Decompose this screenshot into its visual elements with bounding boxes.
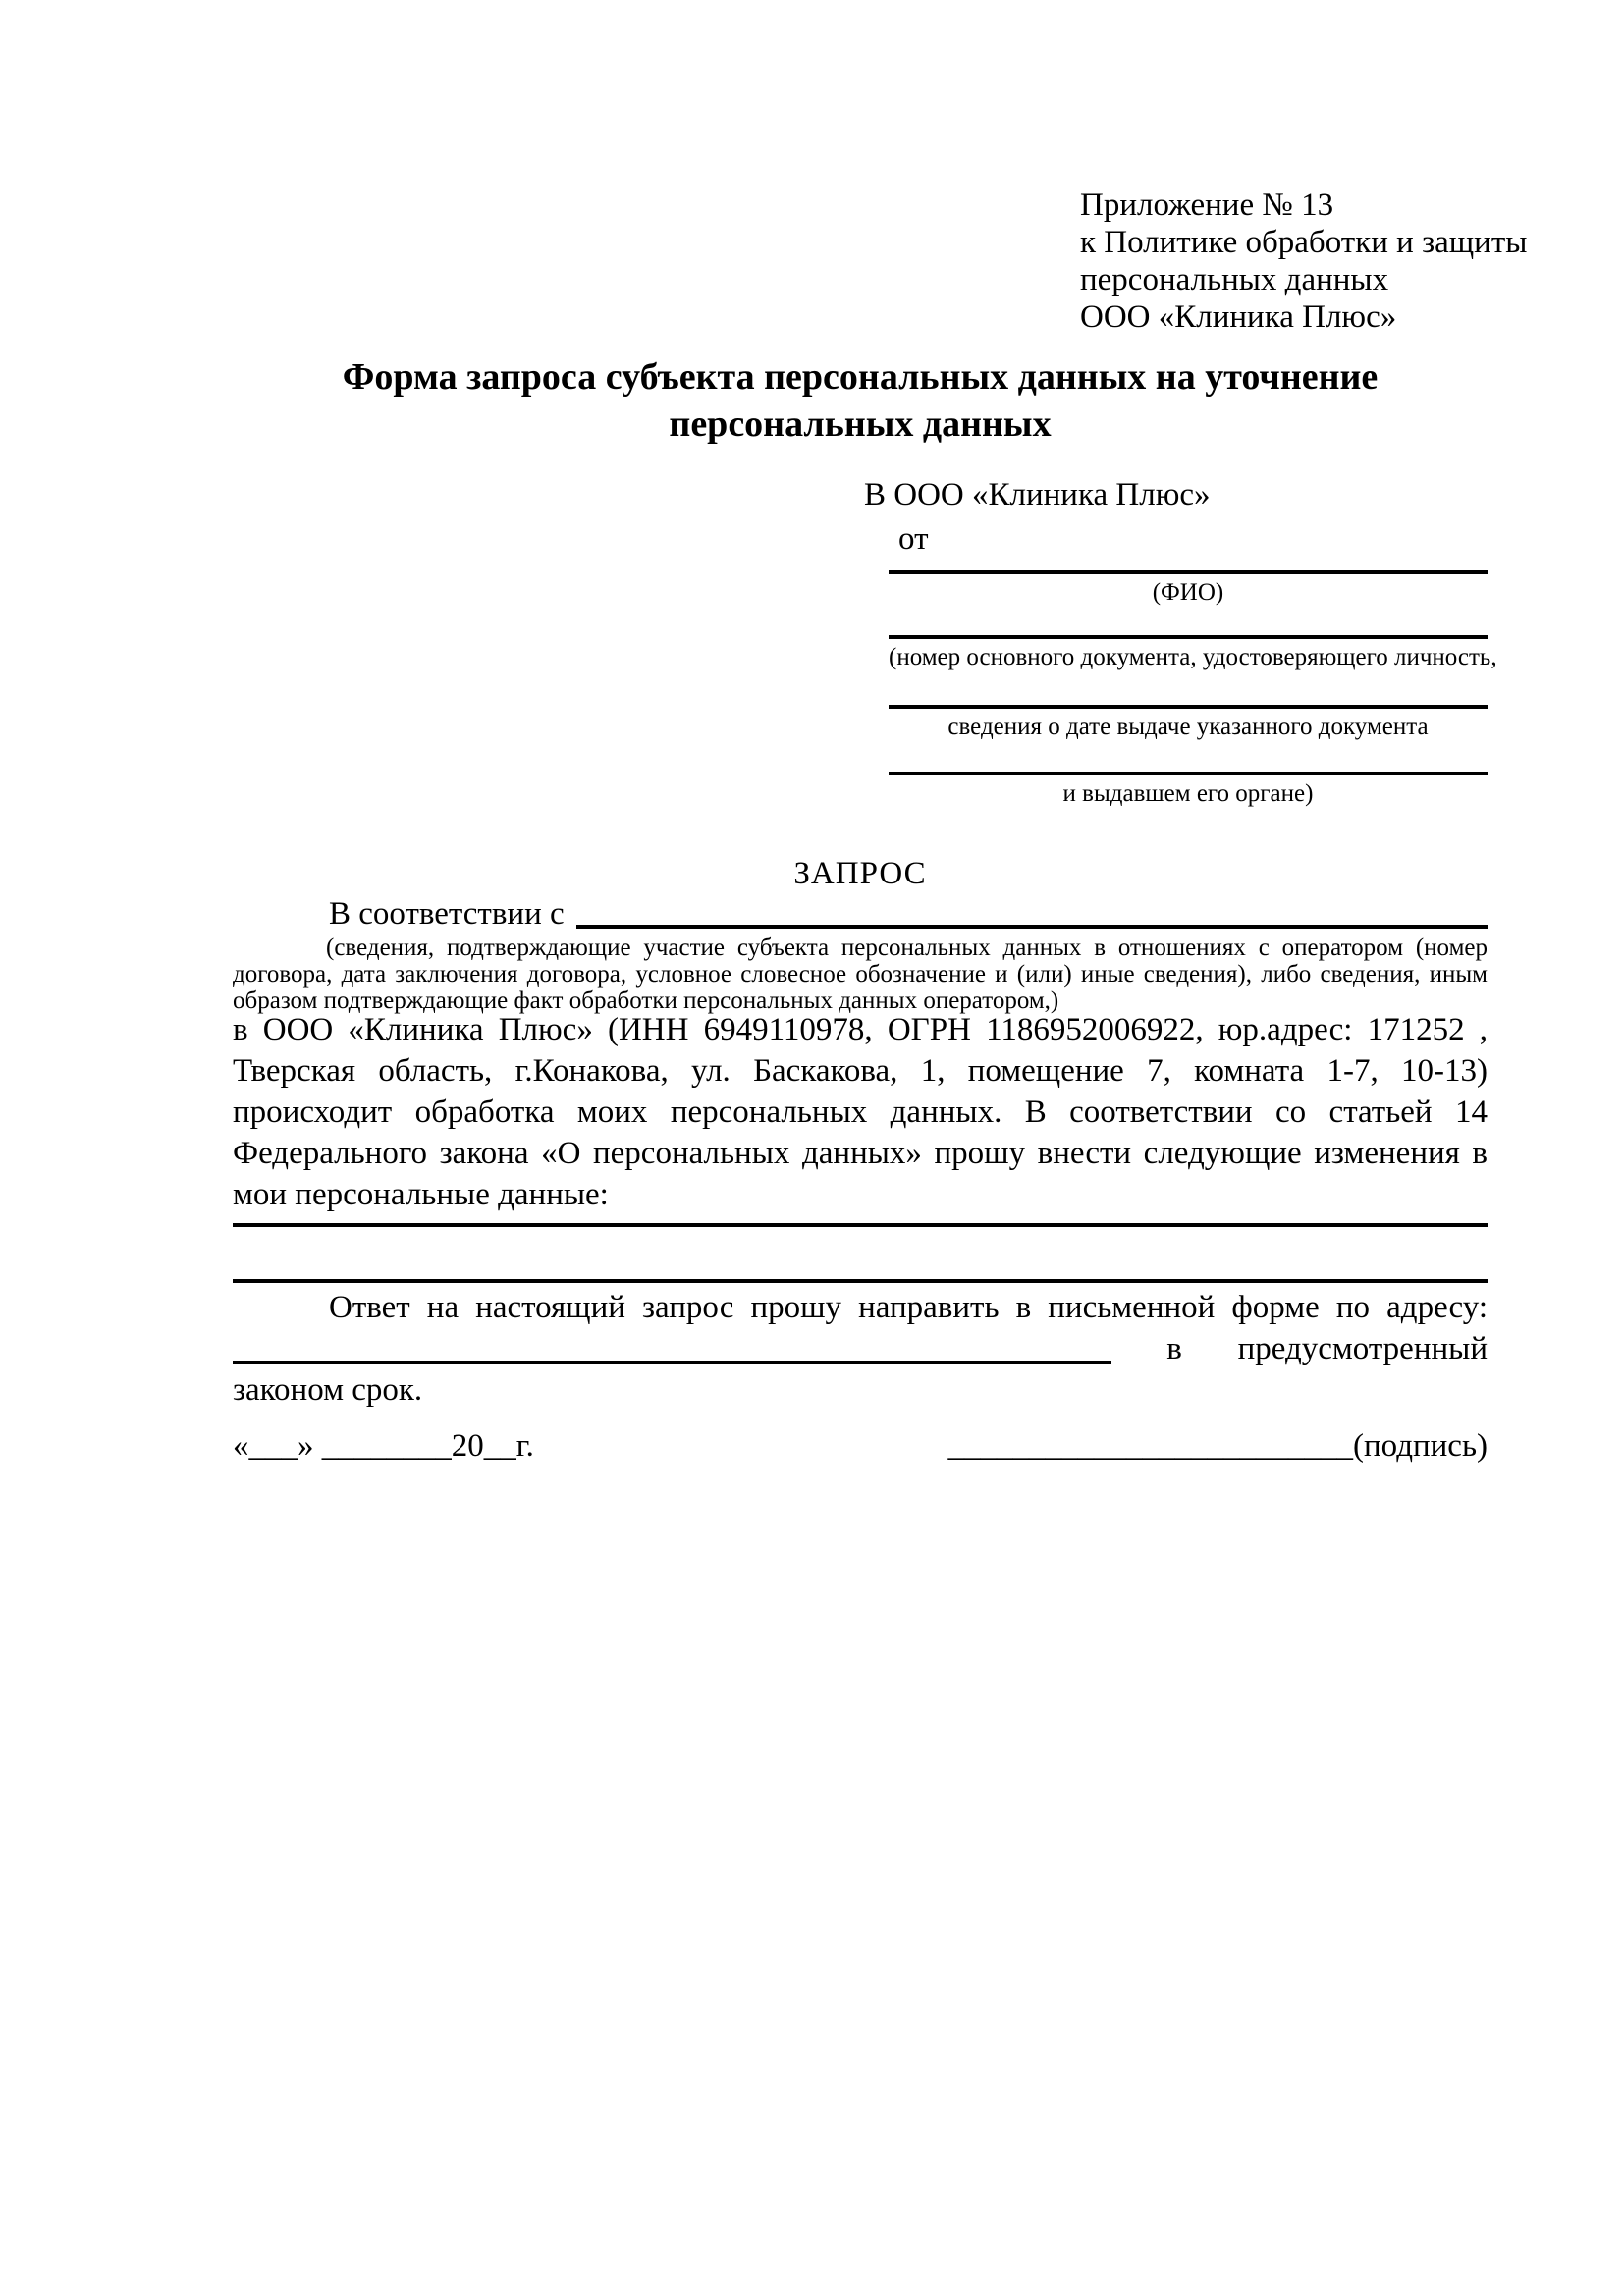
addressee-organization: В ООО «Клиника Плюс» <box>864 477 1211 512</box>
appendix-note-line: ООО «Клиника Плюс» <box>1080 299 1397 335</box>
appendix-note-line: к Политике обработки и защиты <box>1080 225 1528 260</box>
changes-blank-line-1 <box>233 1223 1488 1227</box>
reply-word: в <box>1166 1331 1182 1366</box>
appendix-note-line: Приложение № 13 <box>1080 187 1334 223</box>
signature-blank-line: _________________________ <box>947 1428 1353 1464</box>
accordance-footnote: (сведения, подтверждающие участие субъекта персональных данных в отношениях с оператором (номер договора, дата заключения договора, условное словесное обозначение и (или) иные сведения), либо сведения, иным образом подтверждающие факт обработки персональных данных оператором,) <box>233 934 1488 1014</box>
issuing-authority-field-caption: и выдавшем его органе) <box>1062 780 1314 807</box>
reply-word: предусмотренный <box>1237 1331 1488 1366</box>
accordance-blank-line <box>576 896 1488 929</box>
date-blank: «___» ________20__г. <box>233 1428 534 1464</box>
reply-address-row <box>233 1328 1488 1369</box>
issue-date-blank-line <box>889 705 1488 709</box>
document-number-blank-line <box>889 635 1488 639</box>
signature-row <box>233 1428 1488 1465</box>
document-number-field-caption: (номер основного документа, удостоверяющего личность, <box>889 644 1497 670</box>
accordance-row <box>233 896 1488 933</box>
accordance-prefix: В соответствии с <box>329 896 565 932</box>
reply-address-blank-line <box>233 1361 1111 1364</box>
appendix-note-line: персональных данных <box>1080 262 1389 297</box>
document-title: Форма запроса субъекта персональных данных на уточнение персональных данных <box>342 356 1379 445</box>
reply-last-line: законом срок. <box>233 1372 423 1408</box>
appendix-note <box>1080 187 1527 336</box>
addressee-from-label: от <box>898 521 929 557</box>
issue-date-field-caption: сведения о дате выдаче указанного документа <box>947 714 1429 740</box>
signature-group <box>948 1428 1489 1465</box>
reply-first-line: Ответ на настоящий запрос прошу направить в письменной форме по адресу: <box>329 1290 1488 1325</box>
reply-paragraph <box>233 1287 1488 1411</box>
changes-blank-line-2 <box>233 1279 1488 1283</box>
issuing-authority-blank-line <box>889 772 1488 775</box>
fio-field-caption: (ФИО) <box>1152 579 1224 606</box>
fio-blank-line <box>889 570 1488 574</box>
request-heading: ЗАПРОС <box>793 856 927 891</box>
request-body-paragraph: в ООО «Клиника Плюс» (ИНН 6949110978, ОГРН 1186952006922, юр.адрес: 171252 , Тверская область, г.Конакова, ул. Баскакова, 1, помещение 7, комната 1-7, 10-13) происходит обработка моих персональных данных. В соответствии со статьей 14 Федерального закона «О персональных данных» прошу внести следующие изменения в мои персональные данные: <box>233 1012 1488 1212</box>
signature-caption: (подпись) <box>1353 1428 1488 1464</box>
